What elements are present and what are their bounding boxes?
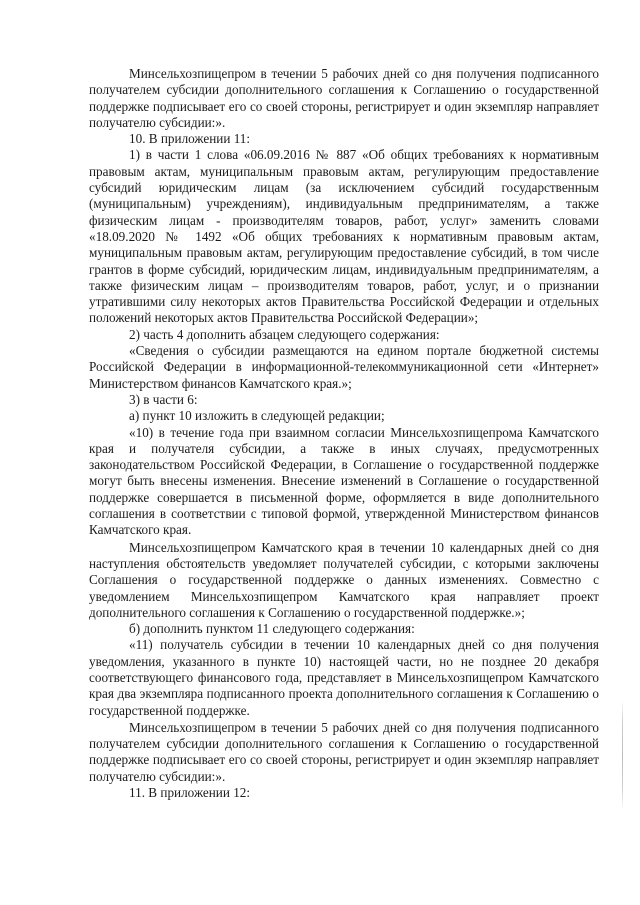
paragraph-5: «Сведения о субсидии размещаются на едином портале бюджетной системы Российской Федерации в информационной-телекоммуникационной сети «Интернет» Министерством финансов Камчатского края.»; xyxy=(89,343,599,391)
paragraph-9: Минсельхозпищепром Камчатского края в течении 10 календарных дней со дня наступления обстоятельств уведомляет получателей субсидии, с которыми заключены Соглашения о государственной поддержке о данных изменениях. Совместно с уведомлением Минсельхозпищепром Камчатского края направляет проект дополнительного соглашения к Соглашению о государственной поддержке.»; xyxy=(89,539,599,620)
scan-edge-mark xyxy=(622,700,623,810)
paragraph-7: а) пункт 10 изложить в следующей редакции; xyxy=(129,408,385,424)
paragraph-13: 11. В приложении 12: xyxy=(129,785,251,801)
paragraph-12: Минсельхозпищепром в течении 5 рабочих дней со дня получения подписанного получателем субсидии дополнительного соглашения к Соглашению о государственной поддержке подписывает его со своей стороны, регистрирует и один экземпляр направляет получателю субсидии:». xyxy=(89,719,599,784)
paragraph-8: «10) в течение года при взаимном согласии Минсельхозпищепрома Камчатского края и получателя субсидии, а также в иных случаях, предусмотренных законодательством Российской Федерации, в Соглашение о государственной поддержке могут быть внесены изменения. Внесение изменений в Соглашение о государственной поддержке совершается в письменной форме, оформляется в виде дополнительного соглашения в соответствии с типовой формой, утвержденной Министерством финансов Камчатского края. xyxy=(89,424,599,538)
paragraph-11: «11) получатель субсидии в течении 10 календарных дней со дня получения уведомления, указанного в пункте 10) настоящей части, но не позднее 20 декабря соответствующего финансового года, представляет в Минсельхозпищепром Камчатского края два экземпляра подписанного проекта дополнительного соглашения к Соглашению о государственной поддержке. xyxy=(89,637,599,718)
document-page xyxy=(89,66,599,801)
paragraph-4: 2) часть 4 дополнить абзацем следующего содержания: xyxy=(129,326,440,342)
paragraph-2: 10. В приложении 11: xyxy=(129,131,251,147)
paragraph-6: 3) в части 6: xyxy=(129,391,198,407)
paragraph-1: Минсельхозпищепром в течении 5 рабочих дней со дня получения подписанного получателем субсидии дополнительного соглашения к Соглашению о государственной поддержке подписывает его со своей стороны, регистрирует и один экземпляр направляет получателю субсидии:». xyxy=(89,66,599,130)
paragraph-10: б) дополнить пунктом 11 следующего содержания: xyxy=(129,621,415,637)
paragraph-3: 1) в части 1 слова «06.09.2016 № 887 «Об общих требованиях к нормативным правовым актам, муниципальным правовым актам, регулирующим предоставление субсидий юридическим лицам (за исключением субсидий государственным (муниципальным) учреждениям), индивидуальным предпринимателям, а также физическим лицам - производителям товаров, работ, услуг» заменить словами «18.09.2020 № 1492 «Об общих требованиях к нормативным правовым актам, муниципальным правовым актам, регулирующим предоставление субсидий, в том числе грантов в форме субсидий, юридическим лицам, индивидуальным предпринимателям, а также физическим лицам – производителям товаров, работ, услуг, и о признании утратившими силу некоторых актов Правительства Российской Федерации и отдельных положений некоторых актов Правительства Российской Федерации»; xyxy=(89,147,599,326)
